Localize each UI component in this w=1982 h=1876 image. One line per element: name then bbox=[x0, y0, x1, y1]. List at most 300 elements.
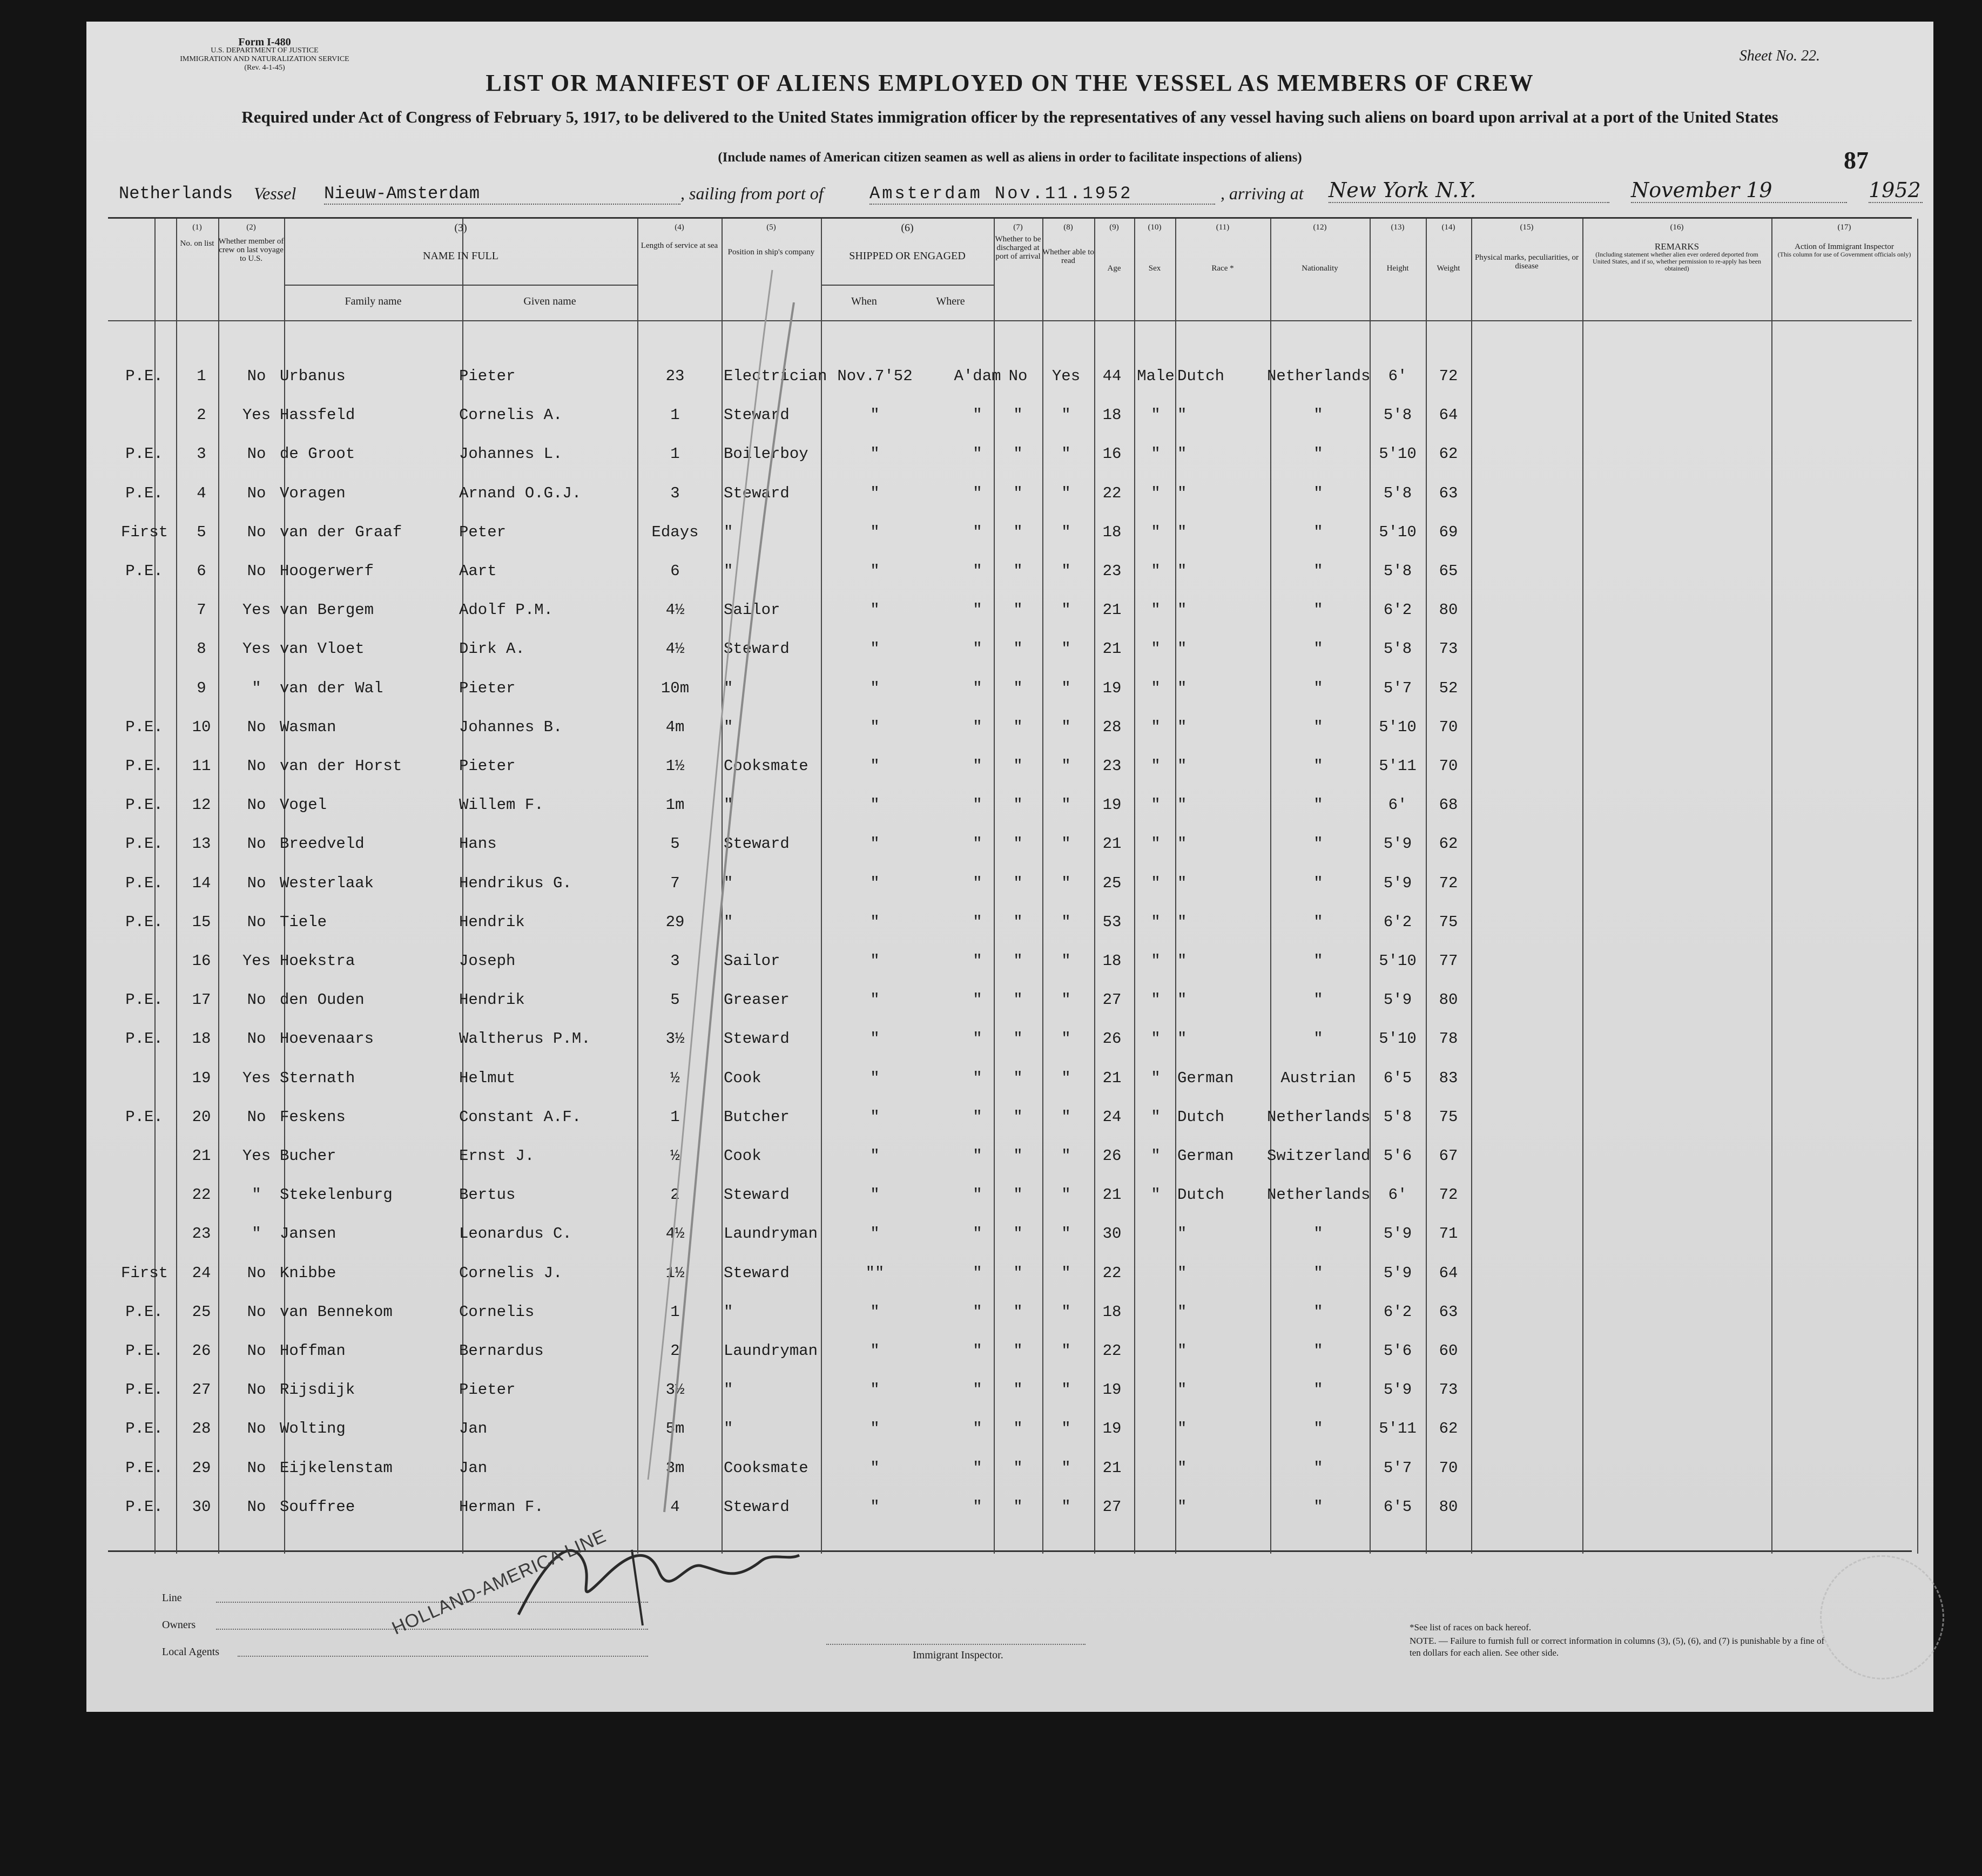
cell-last: Yes bbox=[242, 1069, 271, 1087]
cell-where: " bbox=[973, 1497, 982, 1516]
cell-race: " bbox=[1177, 445, 1187, 463]
cell-read: " bbox=[1061, 952, 1071, 970]
cell-no: 8 bbox=[197, 640, 206, 658]
sailing-port: Amsterdam Nov.11.1952 bbox=[869, 184, 1215, 205]
cell-last: " bbox=[252, 1225, 261, 1243]
cell-given: Bernardus bbox=[459, 1342, 544, 1360]
cell-pre: P.E. bbox=[125, 1030, 163, 1048]
cell-sex: " bbox=[1151, 952, 1161, 970]
cell-pre: P.E. bbox=[125, 991, 163, 1009]
cell-given: Cornelis J. bbox=[459, 1264, 563, 1282]
cell-race: " bbox=[1177, 991, 1187, 1009]
cell-where: " bbox=[973, 1420, 982, 1438]
form-identifier bbox=[178, 38, 351, 72]
table-row bbox=[108, 1254, 1912, 1293]
cell-height: 5'9 bbox=[1383, 1264, 1412, 1282]
arrival-port: New York N.Y. bbox=[1329, 178, 1609, 203]
cell-where: " bbox=[973, 1303, 982, 1321]
cell-height: 5'9 bbox=[1383, 835, 1412, 853]
cell-position: Butcher bbox=[724, 1108, 790, 1126]
cell-read: " bbox=[1061, 523, 1071, 541]
cell-no: 16 bbox=[192, 952, 211, 970]
cell-when: " bbox=[870, 757, 880, 775]
vessel-label: Vessel bbox=[254, 184, 296, 203]
cell-given: Hans bbox=[459, 835, 497, 853]
cell-no: 10 bbox=[192, 718, 211, 736]
cell-nat: " bbox=[1313, 835, 1323, 853]
vessel-name: Nieuw-Amsterdam bbox=[324, 184, 680, 205]
table-row bbox=[108, 1293, 1912, 1332]
cell-nat: " bbox=[1313, 1225, 1323, 1243]
cell-weight: 73 bbox=[1439, 1381, 1458, 1399]
cell-last: Yes bbox=[242, 952, 271, 970]
cell-disch: " bbox=[1013, 1264, 1023, 1282]
cell-last: No bbox=[247, 1459, 266, 1477]
cell-pre: P.E. bbox=[125, 913, 163, 931]
cell-sex: " bbox=[1151, 718, 1161, 736]
cell-service: 4½ bbox=[665, 640, 685, 658]
cell-read: " bbox=[1061, 1186, 1071, 1204]
cell-when: " bbox=[870, 1069, 880, 1087]
table-row bbox=[108, 1409, 1912, 1448]
cell-nat: " bbox=[1313, 484, 1323, 502]
table-row bbox=[108, 474, 1912, 513]
cell-position: Steward bbox=[724, 406, 790, 424]
cell-disch: " bbox=[1013, 991, 1023, 1009]
cell-weight: 80 bbox=[1439, 1497, 1458, 1516]
cell-race: " bbox=[1177, 523, 1187, 541]
cell-when: " bbox=[870, 913, 880, 931]
owners-label: Owners bbox=[162, 1619, 196, 1631]
cell-where: " bbox=[973, 601, 982, 619]
cell-when: " bbox=[870, 1147, 880, 1165]
form-department: U.S. DEPARTMENT OF JUSTICE bbox=[211, 46, 319, 55]
cell-read: " bbox=[1061, 1030, 1071, 1048]
cell-read: " bbox=[1061, 874, 1071, 892]
cell-nat: " bbox=[1313, 1497, 1323, 1516]
cell-sex: Male bbox=[1137, 367, 1175, 385]
cell-no: 19 bbox=[192, 1069, 211, 1087]
cell-no: 2 bbox=[197, 406, 206, 424]
cell-position: Laundryman bbox=[724, 1225, 818, 1243]
cell-weight: 62 bbox=[1439, 1420, 1458, 1438]
cell-race: " bbox=[1177, 718, 1187, 736]
cell-age: 19 bbox=[1102, 1381, 1122, 1399]
cell-given: Pieter bbox=[459, 1381, 516, 1399]
cell-last: No bbox=[247, 1497, 266, 1516]
cell-family: Voragen bbox=[280, 484, 346, 502]
cell-nat: " bbox=[1313, 1342, 1323, 1360]
cell-pre: P.E. bbox=[125, 835, 163, 853]
cell-family: van Vloet bbox=[280, 640, 365, 658]
cell-nat: " bbox=[1313, 718, 1323, 736]
cell-where: " bbox=[973, 1186, 982, 1204]
cell-sex: " bbox=[1151, 484, 1161, 502]
cell-last: Yes bbox=[242, 601, 271, 619]
cell-position: Cook bbox=[724, 1069, 761, 1087]
cell-last: No bbox=[247, 1381, 266, 1399]
cell-no: 20 bbox=[192, 1108, 211, 1126]
cell-weight: 71 bbox=[1439, 1225, 1458, 1243]
cell-family: Souffree bbox=[280, 1497, 355, 1516]
cell-race: " bbox=[1177, 1342, 1187, 1360]
cell-where: " bbox=[973, 1342, 982, 1360]
cell-given: Hendrik bbox=[459, 991, 525, 1009]
cell-pre: P.E. bbox=[125, 757, 163, 775]
cell-position: " bbox=[724, 1303, 733, 1321]
cell-disch: " bbox=[1013, 1147, 1023, 1165]
cell-disch: " bbox=[1013, 562, 1023, 580]
cell-where: " bbox=[973, 1264, 982, 1282]
cell-service: 4½ bbox=[665, 601, 685, 619]
cell-weight: 65 bbox=[1439, 562, 1458, 580]
table-row bbox=[108, 1176, 1912, 1214]
cell-last: No bbox=[247, 1420, 266, 1438]
cell-age: 16 bbox=[1102, 445, 1122, 463]
table-row bbox=[108, 903, 1912, 942]
cell-service: ½ bbox=[670, 1147, 680, 1165]
cell-height: 5'6 bbox=[1383, 1342, 1412, 1360]
cell-race: " bbox=[1177, 484, 1187, 502]
cell-where: " bbox=[973, 1225, 982, 1243]
cell-last: No bbox=[247, 913, 266, 931]
col-7-header: (7) Whether to be discharged at port of arrival bbox=[995, 223, 1041, 261]
cell-when: " bbox=[870, 562, 880, 580]
table-row bbox=[108, 552, 1912, 591]
cell-where: " bbox=[973, 757, 982, 775]
cell-disch: " bbox=[1013, 757, 1023, 775]
cell-no: 14 bbox=[192, 874, 211, 892]
cell-when: " bbox=[870, 1186, 880, 1204]
table-row bbox=[108, 786, 1912, 825]
cell-height: 5'10 bbox=[1379, 952, 1417, 970]
cell-service: 3 bbox=[670, 484, 680, 502]
cell-sex: " bbox=[1151, 874, 1161, 892]
local-agents-label: Local Agents bbox=[162, 1646, 220, 1658]
cell-position: Sailor bbox=[724, 601, 780, 619]
cell-sex: " bbox=[1151, 523, 1161, 541]
cell-disch: " bbox=[1013, 913, 1023, 931]
cell-where: " bbox=[973, 1108, 982, 1126]
cell-last: No bbox=[247, 484, 266, 502]
col-10-header: (10) Sex bbox=[1148, 223, 1162, 273]
cell-age: 21 bbox=[1102, 1186, 1122, 1204]
cell-no: 27 bbox=[192, 1381, 211, 1399]
cell-disch: " bbox=[1013, 445, 1023, 463]
cell-read: " bbox=[1061, 1108, 1071, 1126]
cell-age: 19 bbox=[1102, 796, 1122, 814]
cell-race: " bbox=[1177, 562, 1187, 580]
cell-when: " bbox=[870, 718, 880, 736]
cell-no: 26 bbox=[192, 1342, 211, 1360]
cell-pre: P.E. bbox=[125, 562, 163, 580]
cell-when: " bbox=[870, 796, 880, 814]
cell-family: Hoogerwerf bbox=[280, 562, 374, 580]
vessel-flag: Netherlands bbox=[119, 184, 233, 204]
cell-given: Aart bbox=[459, 562, 497, 580]
cell-service: 2 bbox=[670, 1342, 680, 1360]
table-row bbox=[108, 1059, 1912, 1098]
cell-age: 27 bbox=[1102, 991, 1122, 1009]
cell-weight: 68 bbox=[1439, 796, 1458, 814]
cell-where: " bbox=[973, 874, 982, 892]
cell-family: Hoevenaars bbox=[280, 1030, 374, 1048]
races-note: *See list of races on back hereof. bbox=[1410, 1622, 1532, 1632]
table-row bbox=[108, 591, 1912, 630]
cell-given: Waltherus P.M. bbox=[459, 1030, 591, 1048]
cell-height: 5'9 bbox=[1383, 991, 1412, 1009]
cell-read: " bbox=[1061, 640, 1071, 658]
arriving-label: , arriving at bbox=[1221, 184, 1304, 203]
cell-given: Pieter bbox=[459, 679, 516, 697]
table-row bbox=[108, 669, 1912, 708]
cell-position: Steward bbox=[724, 1497, 790, 1516]
cell-nat: " bbox=[1313, 1381, 1323, 1399]
cell-height: 5'9 bbox=[1383, 1381, 1412, 1399]
cell-weight: 52 bbox=[1439, 679, 1458, 697]
cell-weight: 62 bbox=[1439, 835, 1458, 853]
cell-where: " bbox=[973, 523, 982, 541]
table-row bbox=[108, 630, 1912, 669]
page-title: LIST OR MANIFEST OF ALIENS EMPLOYED ON THE VESSEL AS MEMBERS OF CREW bbox=[486, 70, 1534, 96]
cell-height: 5'7 bbox=[1383, 1459, 1412, 1477]
col-12-header: (12) Nationality bbox=[1302, 223, 1338, 273]
cell-no: 5 bbox=[197, 523, 206, 541]
cell-where: " bbox=[973, 445, 982, 463]
cell-age: 21 bbox=[1102, 601, 1122, 619]
cell-no: 11 bbox=[192, 757, 211, 775]
cell-height: 5'7 bbox=[1383, 679, 1412, 697]
cell-weight: 80 bbox=[1439, 991, 1458, 1009]
cell-disch: " bbox=[1013, 1342, 1023, 1360]
cell-height: 5'10 bbox=[1379, 445, 1417, 463]
table-row bbox=[108, 1488, 1912, 1527]
cell-disch: No bbox=[1008, 367, 1028, 385]
cell-read: " bbox=[1061, 1069, 1071, 1087]
table-row bbox=[108, 435, 1912, 474]
cell-weight: 72 bbox=[1439, 367, 1458, 385]
cell-read: " bbox=[1061, 718, 1071, 736]
cell-when: " bbox=[870, 1381, 880, 1399]
page-subtitle: Required under Act of Congress of February 5, 1917, to be delivered to the United States immigration officer by the representatives of any vessel having such aliens on board upon arrival at a port of the United States bbox=[241, 107, 1778, 126]
cell-when: Nov.7'52 bbox=[837, 367, 913, 385]
cell-sex: " bbox=[1151, 445, 1161, 463]
cell-sex: " bbox=[1151, 1069, 1161, 1087]
cell-when: " bbox=[870, 874, 880, 892]
cell-age: 21 bbox=[1102, 1069, 1122, 1087]
cell-age: 22 bbox=[1102, 1264, 1122, 1282]
cell-pre: P.E. bbox=[125, 718, 163, 736]
cell-family: Vogel bbox=[280, 796, 327, 814]
cell-weight: 64 bbox=[1439, 1264, 1458, 1282]
cell-height: 6'5 bbox=[1383, 1069, 1412, 1087]
cell-last: No bbox=[247, 874, 266, 892]
cell-given: Johannes L. bbox=[459, 445, 563, 463]
cell-position: Boilerboy bbox=[724, 445, 808, 463]
cell-race: " bbox=[1177, 1264, 1187, 1282]
table-row bbox=[108, 942, 1912, 981]
cell-given: Leonardus C. bbox=[459, 1225, 572, 1243]
cell-pre: P.E. bbox=[125, 1497, 163, 1516]
table-row bbox=[108, 357, 1912, 396]
cell-service: 1m bbox=[665, 796, 685, 814]
when-header: When bbox=[851, 295, 877, 307]
cell-service: 7 bbox=[670, 874, 680, 892]
cell-when: " bbox=[870, 601, 880, 619]
cell-age: 21 bbox=[1102, 1459, 1122, 1477]
cell-last: No bbox=[247, 718, 266, 736]
cell-read: " bbox=[1061, 406, 1071, 424]
cell-service: 5 bbox=[670, 835, 680, 853]
cell-no: 4 bbox=[197, 484, 206, 502]
cell-height: 6'2 bbox=[1383, 1303, 1412, 1321]
cell-age: 25 bbox=[1102, 874, 1122, 892]
cell-disch: " bbox=[1013, 640, 1023, 658]
form-revision: (Rev. 4-1-45) bbox=[244, 64, 285, 72]
cell-where: " bbox=[973, 796, 982, 814]
cell-disch: " bbox=[1013, 523, 1023, 541]
cell-last: No bbox=[247, 1342, 266, 1360]
table-row bbox=[108, 396, 1912, 435]
cell-where: " bbox=[973, 406, 982, 424]
cell-sex: " bbox=[1151, 406, 1161, 424]
cell-given: Ernst J. bbox=[459, 1147, 535, 1165]
cell-height: 5'9 bbox=[1383, 1225, 1412, 1243]
cell-no: 6 bbox=[197, 562, 206, 580]
cell-weight: 67 bbox=[1439, 1147, 1458, 1165]
form-service: IMMIGRATION AND NATURALIZATION SERVICE bbox=[180, 55, 349, 63]
cell-age: 30 bbox=[1102, 1225, 1122, 1243]
cell-last: " bbox=[252, 1186, 261, 1204]
table-row bbox=[108, 1449, 1912, 1488]
cell-given: Joseph bbox=[459, 952, 516, 970]
cell-when: " bbox=[870, 952, 880, 970]
cell-no: 1 bbox=[197, 367, 206, 385]
cell-pre: P.E. bbox=[125, 1420, 163, 1438]
cell-position: " bbox=[724, 796, 733, 814]
cell-race: " bbox=[1177, 835, 1187, 853]
cell-when: " bbox=[870, 1497, 880, 1516]
table-row bbox=[108, 513, 1912, 552]
cell-family: Wasman bbox=[280, 718, 336, 736]
cell-read: " bbox=[1061, 1147, 1071, 1165]
cell-last: Yes bbox=[242, 406, 271, 424]
cell-family: Jansen bbox=[280, 1225, 336, 1243]
cell-weight: 64 bbox=[1439, 406, 1458, 424]
signature-mark bbox=[508, 1528, 810, 1636]
cell-position: Cook bbox=[724, 1147, 761, 1165]
cell-no: 21 bbox=[192, 1147, 211, 1165]
cell-race: " bbox=[1177, 406, 1187, 424]
cell-position: " bbox=[724, 874, 733, 892]
cell-race: " bbox=[1177, 1381, 1187, 1399]
cell-weight: 60 bbox=[1439, 1342, 1458, 1360]
cell-weight: 69 bbox=[1439, 523, 1458, 541]
cell-read: " bbox=[1061, 679, 1071, 697]
cell-sex: " bbox=[1151, 835, 1161, 853]
cell-nat: " bbox=[1313, 1459, 1323, 1477]
cell-no: 13 bbox=[192, 835, 211, 853]
col-9-header: (9) Age bbox=[1107, 223, 1121, 273]
cell-nat: " bbox=[1313, 913, 1323, 931]
cell-height: 6' bbox=[1388, 796, 1407, 814]
cell-sex: " bbox=[1151, 601, 1161, 619]
page-subtitle-note: (Include names of American citizen seamen as well as aliens in order to facilitate inspections of aliens) bbox=[718, 150, 1302, 165]
cell-pre: P.E. bbox=[125, 1108, 163, 1126]
line-label: Line bbox=[162, 1592, 182, 1604]
cell-family: den Ouden bbox=[280, 991, 365, 1009]
cell-nat: " bbox=[1313, 640, 1323, 658]
cell-when: " bbox=[870, 835, 880, 853]
arrival-date: November 19 bbox=[1631, 178, 1847, 203]
cell-no: 30 bbox=[192, 1497, 211, 1516]
cell-nat: Netherlands bbox=[1267, 1186, 1371, 1204]
col-11-header: (11) Race * bbox=[1211, 223, 1234, 273]
cell-position: " bbox=[724, 718, 733, 736]
cell-where: " bbox=[973, 562, 982, 580]
cell-weight: 63 bbox=[1439, 1303, 1458, 1321]
cell-age: 19 bbox=[1102, 1420, 1122, 1438]
cell-sex: " bbox=[1151, 679, 1161, 697]
cell-position: " bbox=[724, 1381, 733, 1399]
cell-weight: 63 bbox=[1439, 484, 1458, 502]
cell-no: 17 bbox=[192, 991, 211, 1009]
cell-where: A'dam bbox=[954, 367, 1001, 385]
cell-sex: " bbox=[1151, 1030, 1161, 1048]
cell-last: No bbox=[247, 1030, 266, 1048]
cell-disch: " bbox=[1013, 484, 1023, 502]
cell-last: No bbox=[247, 1303, 266, 1321]
cell-height: 5'8 bbox=[1383, 640, 1412, 658]
cell-pre: P.E. bbox=[125, 1342, 163, 1360]
cell-when: "" bbox=[865, 1264, 885, 1282]
cell-pre: P.E. bbox=[125, 1303, 163, 1321]
cell-pre: P.E. bbox=[125, 1381, 163, 1399]
cell-age: 19 bbox=[1102, 679, 1122, 697]
cell-given: Hendrikus G. bbox=[459, 874, 572, 892]
cell-where: " bbox=[973, 952, 982, 970]
cell-disch: " bbox=[1013, 1420, 1023, 1438]
cell-weight: 62 bbox=[1439, 445, 1458, 463]
cell-no: 24 bbox=[192, 1264, 211, 1282]
cell-service: ½ bbox=[670, 1069, 680, 1087]
cell-service: 3 bbox=[670, 952, 680, 970]
cell-position: Sailor bbox=[724, 952, 780, 970]
cell-race: " bbox=[1177, 1225, 1187, 1243]
cell-family: van Bergem bbox=[280, 601, 374, 619]
cell-disch: " bbox=[1013, 718, 1023, 736]
cell-sex: " bbox=[1151, 562, 1161, 580]
cell-age: 21 bbox=[1102, 640, 1122, 658]
cell-age: 26 bbox=[1102, 1147, 1122, 1165]
cell-weight: 83 bbox=[1439, 1069, 1458, 1087]
cell-nat: " bbox=[1313, 406, 1323, 424]
cell-position: Steward bbox=[724, 835, 790, 853]
cell-family: Rijsdijk bbox=[280, 1381, 355, 1399]
cell-weight: 72 bbox=[1439, 874, 1458, 892]
cell-disch: " bbox=[1013, 874, 1023, 892]
cell-family: Feskens bbox=[280, 1108, 346, 1126]
cell-age: 44 bbox=[1102, 367, 1122, 385]
cell-family: de Groot bbox=[280, 445, 355, 463]
cell-age: 23 bbox=[1102, 562, 1122, 580]
cell-age: 22 bbox=[1102, 1342, 1122, 1360]
cell-race: " bbox=[1177, 913, 1187, 931]
cell-race: " bbox=[1177, 640, 1187, 658]
cell-read: " bbox=[1061, 601, 1071, 619]
cell-given: Adolf P.M. bbox=[459, 601, 554, 619]
cell-last: " bbox=[252, 679, 261, 697]
